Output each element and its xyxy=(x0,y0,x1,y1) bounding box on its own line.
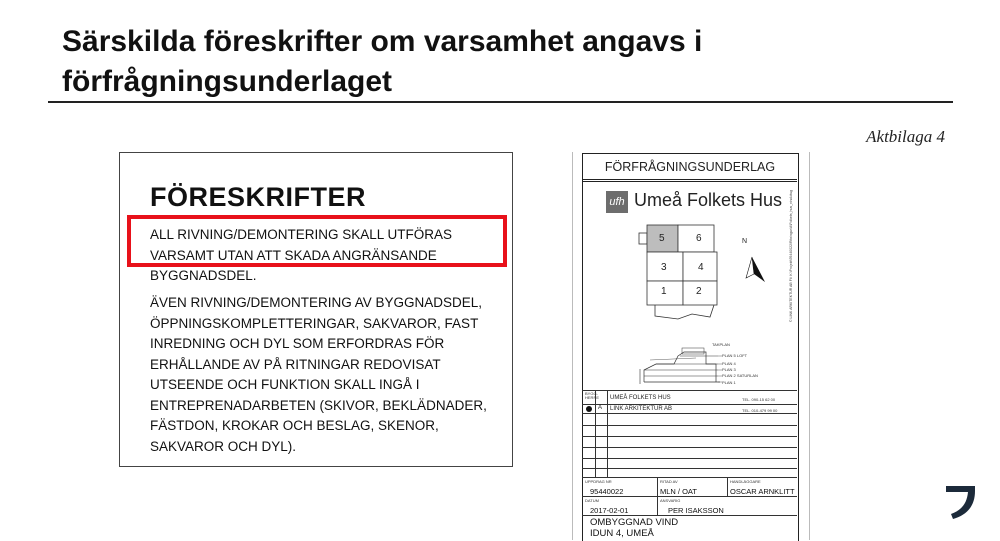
titleblock-rule xyxy=(582,468,797,469)
slide-title-line-1: Särskilda föreskrifter om varsamhet angavs i xyxy=(62,25,703,58)
client-phone: TEL. 090-15 62 00 xyxy=(742,397,776,402)
titleblock-rule xyxy=(582,404,797,405)
handlaggare-label: HANDLÄGGARE xyxy=(730,479,761,484)
revision-dot-icon xyxy=(586,406,592,412)
client-header-label: BYGG-HERRE xyxy=(585,391,600,400)
titleblock-rule xyxy=(582,425,797,426)
ritad-value: MLN / OAT xyxy=(660,487,697,496)
section-label-plan5: PLAN 5 LOFT xyxy=(722,353,748,358)
sheet-header-rule xyxy=(582,179,797,180)
brand-logo-icon xyxy=(945,482,977,520)
marker-a: A xyxy=(598,405,603,411)
architect-phone: TEL. 010-479 99 00 xyxy=(742,408,778,413)
architect-name: LINK ARKITEKTUR AB xyxy=(610,406,673,412)
section-label-plan2: PLAN 2 SATURLAN xyxy=(722,373,758,378)
section-label-plan4: PLAN 4 xyxy=(722,361,736,366)
titleblock-rule xyxy=(582,436,797,437)
slide-title-line-2: förfrågningsunderlaget xyxy=(62,65,393,98)
room-label-1: 1 xyxy=(661,286,667,297)
ansvarig-value: PER ISAKSSON xyxy=(668,506,724,515)
ufh-logo-icon: ufh xyxy=(606,191,628,213)
section-label-plan3: PLAN 3 xyxy=(722,367,736,372)
handlaggare-value: OSCAR ARNKLITT xyxy=(730,487,795,496)
project-name-line-1: OMBYGGNAD VIND xyxy=(590,517,679,528)
slide-title xyxy=(62,22,942,102)
key-plan-annex xyxy=(639,233,647,244)
titleblock-rule xyxy=(582,447,797,448)
north-arrow-icon xyxy=(752,257,765,282)
highlighted-paragraph: ALL RIVNING/DEMONTERING SKALL UTFÖRAS VARSAMT UTAN ATT SKADA ANGRÄNSANDE BYGGNADSDEL. xyxy=(150,227,453,283)
section-label-plan1: PLAN 1 xyxy=(722,380,736,385)
client-name: UMEÅ FOLKETS HUS xyxy=(610,395,671,401)
key-plan-outline xyxy=(655,305,714,319)
organization-name: Umeå Folkets Hus xyxy=(634,190,783,210)
room-label-4: 4 xyxy=(698,262,704,273)
titleblock-col xyxy=(657,477,658,515)
titleblock-rule xyxy=(582,413,797,414)
body-paragraph: ÄVEN RIVNING/DEMONTERING AV BYGGNADSDEL, ÖPPNINGSKOMPLETTERINGAR, SAKVAROR, FAST INREDNING OCH DYL SOM ERFORDRAS FÖR ERHÅLLANDE AV PÅ RITNINGAR REDOVISAT UTSEENDE OCH FUNKTION SKALL INGÅ I ENTREPRENADARBETEN (SKIVOR, BEKLÄDNADER, FÄSTDON, KROKAR OCH BESLAG, SKENOR, SAKVAROR OCH DYL). xyxy=(150,295,487,454)
title-divider xyxy=(48,101,953,103)
room-label-3: 3 xyxy=(661,262,667,273)
uppdrag-label: UPPDRAG NR xyxy=(585,479,612,484)
north-label: N xyxy=(742,238,748,245)
titleblock-rule xyxy=(582,477,797,478)
datum-label: DATUM xyxy=(585,498,599,503)
sheet-header-rule-2 xyxy=(582,181,797,182)
titleblock-rule xyxy=(582,496,797,497)
section-label-taksplan: TAKPLAN xyxy=(712,342,730,347)
titleblock-col xyxy=(595,390,596,477)
titleblock-rule xyxy=(582,390,797,391)
ansvarig-label: ANSVARIG xyxy=(660,498,681,503)
room-label-6: 6 xyxy=(696,233,702,244)
document-heading: FÖRESKRIFTER xyxy=(150,182,367,212)
section-drawing xyxy=(636,342,786,390)
titleblock-rule xyxy=(582,515,797,516)
titleblock-rule xyxy=(582,458,797,459)
attachment-label: Aktbilaga 4 xyxy=(866,127,945,146)
datum-value: 2017-02-01 xyxy=(590,506,629,515)
room-label-2: 2 xyxy=(696,286,702,297)
project-name-line-2: IDUN 4, UMEÅ xyxy=(590,528,654,539)
uppdrag-value: 95440022 xyxy=(590,487,624,496)
titleblock-col xyxy=(727,477,728,496)
sheet-header: FÖRFRÅGNINGSUNDERLAG xyxy=(604,160,776,174)
titleblock-col xyxy=(607,390,608,477)
key-plan xyxy=(630,222,780,327)
ritad-label: RITAD AV xyxy=(660,479,678,484)
file-path-note: © LINK ARKITEKTUR AB Fil: K:\Projekt\95440022\Ritningar\A\Folkets_hus_vind.dwg xyxy=(789,190,793,322)
room-label-5: 5 xyxy=(659,233,665,244)
